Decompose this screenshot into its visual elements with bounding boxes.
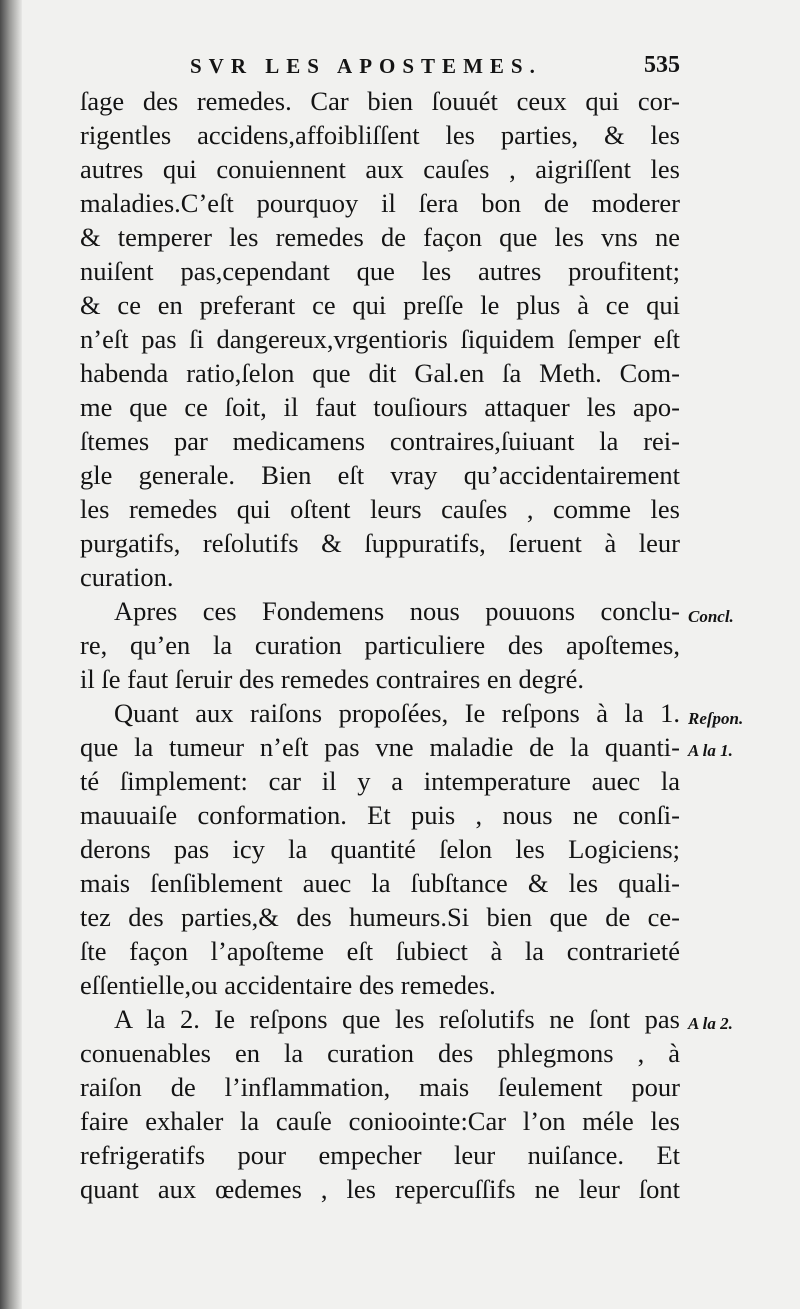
text-line-2: rigentles accidens,affoibliſſent les parties, & les (80, 120, 680, 150)
text-line-11: ſtemes par medicamens contraires,ſuiuant la rei- (80, 426, 680, 456)
marginal-note-concl: Concl. (688, 607, 734, 626)
text-line-10: me que ce ſoit, il faut touſiours attaquer les apo- (80, 392, 680, 422)
text-line-9: habenda ratio,ſelon que dit Gal.en ſa Meth. Com- (80, 358, 680, 388)
marginal-note-respon: Reſpon. (688, 709, 744, 728)
text-line-23: derons pas icy la quantité ſelon les Logiciens; (80, 834, 680, 864)
text-line-6: nuiſent pas,cependant que les autres proufitent; (80, 256, 680, 286)
text-line-21: té ſimplement: car il y a intemperature auec la (80, 766, 680, 796)
text-line-4: maladies.C’eſt pourquoy il ſera bon de moderer (80, 188, 680, 218)
text-line-31: faire exhaler la cauſe conioointe:Car l’on méle les (80, 1106, 680, 1136)
text-line-18: il ſe faut ſeruir des remedes contraires en degré. (80, 664, 585, 694)
text-line-7: & ce en preferant ce qui preſſe le plus à ce qui (80, 290, 680, 320)
text-line-20: que la tumeur n’eſt pas vne maladie de la quanti- (80, 732, 680, 762)
text-line-19: Quant aux raiſons propoſées, Ie reſpons à la 1. (114, 698, 680, 728)
text-line-33: quant aux œdemes , les repercuſſifs ne leur ſont (80, 1174, 680, 1204)
text-line-17: re, qu’en la curation particuliere des apoſtemes, (80, 630, 680, 660)
text-line-24: mais ſenſiblement auec la ſubſtance & les quali- (80, 868, 680, 898)
body-text (80, 84, 680, 1206)
text-line-29: conuenables en la curation des phlegmons , à (80, 1038, 680, 1068)
text-line-32: refrigeratifs pour empecher leur nuiſance. Et (80, 1140, 680, 1170)
text-line-13: les remedes qui oſtent leurs cauſes , comme les (80, 494, 680, 524)
text-line-12: gle generale. Bien eſt vray qu’accidentairement (80, 460, 680, 490)
marginal-note-a-la-2: A la 2. (688, 1014, 733, 1033)
text-line-25: tez des parties,& des humeurs.Si bien que de ce- (80, 902, 680, 932)
text-line-14: purgatifs, reſolutifs & ſuppuratifs, ſeruent à leur (80, 528, 680, 558)
text-line-8: n’eſt pas ſi dangereux,vrgentioris ſiquidem ſemper eſt (80, 324, 680, 354)
running-title: SVR LES APOSTEMES. (190, 54, 542, 78)
page-number: 535 (644, 52, 680, 78)
text-line-5: & temperer les remedes de façon que les vns ne (80, 222, 680, 252)
text-line-1: ſage des remedes. Car bien ſouuét ceux qui cor- (80, 86, 680, 116)
text-line-28: A la 2. Ie reſpons que les reſolutifs ne ſont pas (114, 1004, 680, 1034)
text-line-3: autres qui conuiennent aux cauſes , aigriſſent les (80, 154, 680, 184)
text-line-26: ſte façon l’apoſteme eſt ſubiect à la contrarieté (80, 936, 680, 966)
running-head (80, 50, 680, 84)
text-line-30: raiſon de l’inflammation, mais ſeulement pour (80, 1072, 680, 1102)
text-line-27: eſſentielle,ou accidentaire des remedes. (80, 970, 496, 1000)
binding-gutter (0, 0, 22, 1309)
text-line-22: mauuaiſe conformation. Et puis , nous ne conſi- (80, 800, 680, 830)
text-line-15: curation. (80, 562, 174, 592)
text-line-16: Apres ces Fondemens nous pouuons conclu- (114, 596, 680, 626)
marginal-note-a-la-1: A la 1. (688, 741, 733, 760)
